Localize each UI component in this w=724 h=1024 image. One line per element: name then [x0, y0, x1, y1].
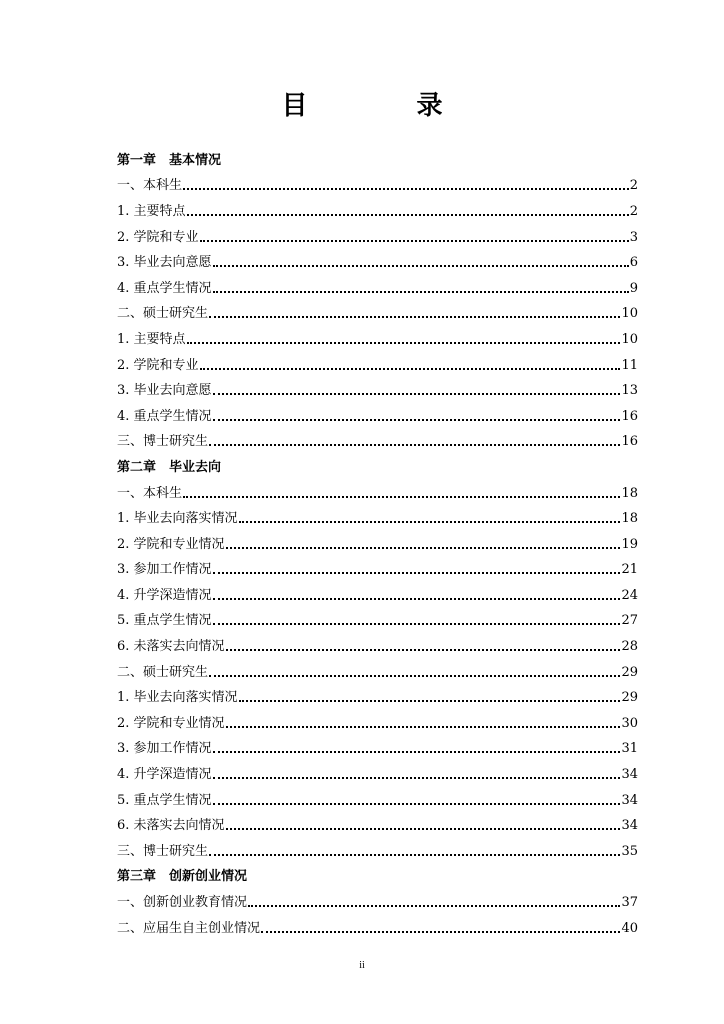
entry-page-number: 37: [621, 895, 638, 911]
entry-page-number: 28: [621, 639, 638, 655]
dot-leader: [187, 332, 621, 348]
toc-entry: [117, 634, 638, 660]
entry-title: 5. 重点学生情况: [117, 613, 212, 629]
toc-entry: [117, 174, 638, 200]
entry-title: 4. 重点学生情况: [117, 280, 212, 296]
entry-page-number: 16: [621, 408, 638, 424]
dot-leader: [261, 921, 620, 937]
entry-page-number: 18: [621, 485, 638, 501]
entry-title: 二、应届生自主创业情况: [117, 920, 261, 936]
dot-leader: [213, 793, 621, 809]
entry-title: 3. 参加工作情况: [117, 741, 212, 757]
toc-entry: [117, 199, 638, 225]
page-title: 目 录: [281, 91, 493, 121]
entry-title: 4. 升学深造情况: [117, 587, 212, 603]
dot-leader: [213, 409, 621, 425]
entry-page-number: 35: [621, 843, 638, 859]
entry-page-number: 6: [629, 255, 638, 271]
toc-entry: [117, 327, 638, 353]
entry-page-number: 3: [629, 229, 638, 245]
entry-title: 1. 主要特点: [117, 331, 186, 347]
dot-leader: [209, 306, 620, 322]
entry-page-number: 9: [629, 280, 638, 296]
dot-leader: [248, 895, 620, 911]
entry-title: 3. 毕业去向意愿: [117, 383, 212, 399]
dot-leader: [187, 204, 629, 220]
dot-leader: [183, 178, 629, 194]
toc-entry: [117, 660, 638, 686]
entry-title: 1. 毕业去向落实情况: [117, 690, 238, 706]
dot-leader: [213, 281, 629, 297]
dot-leader: [209, 665, 620, 681]
table-of-contents: [117, 148, 638, 941]
toc-entry: [117, 813, 638, 839]
entry-page-number: 11: [621, 357, 638, 373]
entry-page-number: 34: [621, 818, 638, 834]
entry-page-number: 34: [621, 792, 638, 808]
dot-leader: [183, 486, 620, 502]
chapter-title: 第一章 基本情况: [117, 152, 222, 168]
entry-title: 三、博士研究生: [117, 434, 209, 450]
toc-entry: [117, 558, 638, 584]
entry-title: 6. 未落实去向情况: [117, 639, 225, 655]
dot-leader: [213, 562, 621, 578]
dot-leader: [200, 230, 629, 246]
entry-page-number: 2: [629, 203, 638, 219]
toc-entry: [117, 506, 638, 532]
dot-leader: [213, 613, 621, 629]
dot-leader: [239, 511, 621, 527]
toc-entry: [117, 481, 638, 507]
toc-entry: [117, 404, 638, 430]
entry-page-number: 34: [621, 767, 638, 783]
entry-title: 三、博士研究生: [117, 843, 209, 859]
dot-leader: [213, 741, 621, 757]
entry-page-number: 10: [621, 331, 638, 347]
toc-entry: [117, 276, 638, 302]
toc-entry: [117, 583, 638, 609]
entry-page-number: 13: [621, 383, 638, 399]
entry-title: 一、创新创业教育情况: [117, 895, 248, 911]
dot-leader: [213, 255, 629, 271]
dot-leader: [226, 537, 621, 553]
entry-title: 一、本科生: [117, 178, 183, 194]
entry-title: 3. 毕业去向意愿: [117, 255, 212, 271]
entry-page-number: 30: [621, 715, 638, 731]
entry-page-number: 18: [621, 511, 638, 527]
entry-title: 2. 学院和专业情况: [117, 536, 225, 552]
toc-entry: [117, 430, 638, 456]
entry-title: 5. 重点学生情况: [117, 792, 212, 808]
toc-entry: [117, 353, 638, 379]
entry-page-number: 31: [621, 741, 638, 757]
entry-title: 2. 学院和专业: [117, 357, 199, 373]
toc-chapter-heading: [117, 865, 638, 891]
entry-page-number: 16: [621, 434, 638, 450]
dot-leader: [226, 639, 621, 655]
entry-title: 1. 毕业去向落实情况: [117, 511, 238, 527]
entry-title: 2. 学院和专业: [117, 229, 199, 245]
toc-entry: [117, 711, 638, 737]
toc-entry: [117, 685, 638, 711]
toc-entry: [117, 839, 638, 865]
entry-title: 二、硕士研究生: [117, 664, 209, 680]
entry-title: 4. 重点学生情况: [117, 408, 212, 424]
entry-page-number: 29: [621, 664, 638, 680]
entry-title: 4. 升学深造情况: [117, 767, 212, 783]
toc-entry: [117, 788, 638, 814]
page-number: ii: [359, 960, 365, 971]
dot-leader: [213, 383, 621, 399]
toc-chapter-heading: [117, 148, 638, 174]
entry-page-number: 2: [629, 178, 638, 194]
toc-entry: [117, 225, 638, 251]
toc-entry: [117, 762, 638, 788]
dot-leader: [226, 716, 621, 732]
toc-entry: [117, 378, 638, 404]
entry-title: 3. 参加工作情况: [117, 562, 212, 578]
entry-page-number: 40: [621, 920, 638, 936]
entry-title: 一、本科生: [117, 485, 183, 501]
entry-page-number: 21: [621, 562, 638, 578]
toc-chapter-heading: [117, 455, 638, 481]
entry-title: 6. 未落实去向情况: [117, 818, 225, 834]
toc-entry: [117, 532, 638, 558]
dot-leader: [209, 434, 620, 450]
entry-page-number: 10: [621, 306, 638, 322]
dot-leader: [213, 588, 621, 604]
dot-leader: [213, 767, 621, 783]
toc-entry: [117, 890, 638, 916]
dot-leader: [239, 690, 621, 706]
toc-entry: [117, 916, 638, 942]
chapter-title: 第二章 毕业去向: [117, 459, 222, 475]
entry-title: 1. 主要特点: [117, 203, 186, 219]
toc-entry: [117, 250, 638, 276]
toc-entry: [117, 302, 638, 328]
entry-page-number: 27: [621, 613, 638, 629]
toc-entry: [117, 609, 638, 635]
dot-leader: [209, 844, 620, 860]
entry-title: 二、硕士研究生: [117, 306, 209, 322]
entry-title: 2. 学院和专业情况: [117, 715, 225, 731]
dot-leader: [226, 818, 621, 834]
toc-entry: [117, 737, 638, 763]
entry-page-number: 19: [621, 536, 638, 552]
dot-leader: [200, 358, 621, 374]
chapter-title: 第三章 创新创业情况: [117, 869, 248, 885]
entry-page-number: 24: [621, 587, 638, 603]
entry-page-number: 29: [621, 690, 638, 706]
